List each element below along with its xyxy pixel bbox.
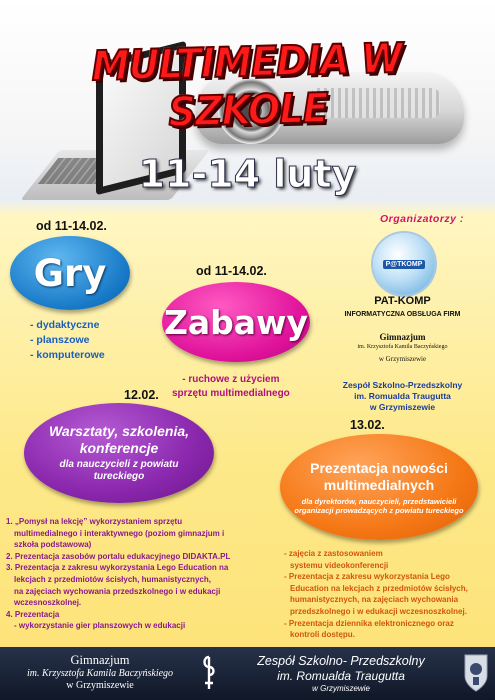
school1-line1: Gimnazjum xyxy=(379,332,426,342)
organizers-heading: Organizatorzy : xyxy=(380,213,464,225)
list-item: - ruchowe z użyciem xyxy=(182,374,280,385)
zabawy-date: od 11-14.02. xyxy=(196,264,267,278)
footer-school1 xyxy=(6,653,194,692)
event-dates: 11-14 luty xyxy=(138,152,357,196)
warsztaty-title: Warsztaty, szkolenia, konferencje xyxy=(48,423,190,456)
school2-line2: im. Romualda Traugutta xyxy=(354,391,451,401)
warsztaty-date: 12.02. xyxy=(124,388,159,402)
zabawy-badge xyxy=(162,282,310,362)
prezentacja-program-list xyxy=(284,548,488,641)
list-item: - wykorzystanie gier planszowych w edukacji xyxy=(14,621,186,631)
warsztaty-subtitle: dla nauczycieli z powiatu tureckiego xyxy=(59,459,179,482)
list-item: - dydaktyczne xyxy=(30,319,100,331)
list-item: multimedialnego i interaktywnego (poziom gimnazjum i xyxy=(14,528,225,538)
company-subtitle: INFORMATYCZNA OBSŁUGA FIRM xyxy=(344,311,461,318)
footer-school1-line3: w Grzymiszewie xyxy=(66,680,134,691)
list-item: - Prezentacja dziennika elektronicznego oraz xyxy=(284,618,454,628)
gry-badge xyxy=(10,236,130,310)
list-item: 3. Prezentacja z zakresu wykorzystania Lego Education na xyxy=(6,563,229,573)
patkomp-logo-text: P@TKOMP xyxy=(383,260,426,269)
school1-line3: w Grzymiszewie xyxy=(378,355,427,363)
list-item: przedszkolnego i w edukacji wczesnoszkolnej. xyxy=(290,606,467,616)
list-item: humanistycznych, na zajęciach wychowania xyxy=(290,595,459,605)
company-name: PAT-KOMP xyxy=(374,295,431,307)
footer-school2-line2: im. Romualda Traugutta xyxy=(277,669,405,683)
zabawy-label: Zabawy xyxy=(163,302,309,342)
zabawy-list xyxy=(172,373,290,401)
patkomp-logo-icon xyxy=(373,233,435,295)
list-item: sprzętu multimedialnego xyxy=(172,388,290,399)
footer-school1-line1: Gimnazjum xyxy=(70,653,130,667)
school1-line2: im. Krzysztofa Kamila Baczyńskiego xyxy=(357,344,448,350)
prezentacja-title: Prezentacja nowości multimedialnych xyxy=(310,459,448,493)
warsztaty-badge xyxy=(24,403,214,503)
list-item: wczesnoszkolnej. xyxy=(14,598,82,608)
list-item: systemu videokonferencji xyxy=(290,560,389,570)
list-item: kontroli dostępu. xyxy=(290,630,355,640)
list-item: szkoła podstawowa) xyxy=(14,540,92,550)
poster-title: MULTIMEDIA W SZKOLE xyxy=(90,33,403,137)
gry-list xyxy=(30,318,105,363)
gry-label: Gry xyxy=(33,251,107,295)
footer-school2-line3: w Grzymiszewie xyxy=(312,684,370,693)
school-crest-icon xyxy=(462,652,490,694)
school2-line3: w Grzymiszewie xyxy=(369,402,436,412)
list-item: - zajęcia z zastosowaniem xyxy=(284,549,383,558)
warsztaty-program-list xyxy=(6,516,268,632)
list-item: - planszowe xyxy=(30,334,90,346)
footer-school2 xyxy=(222,654,460,694)
prezentacja-badge xyxy=(280,434,478,540)
list-item: Education na lekcjach z przedmiotów ścisłych, xyxy=(290,583,468,593)
list-item: 2. Prezentacja zasobów portalu edukacyjnego DIDAKTA.PL xyxy=(6,551,231,561)
gry-date: od 11-14.02. xyxy=(36,219,107,233)
footer-school2-line1: Zespół Szkolno- Przedszkolny xyxy=(257,654,425,668)
prezentacja-date: 13.02. xyxy=(350,418,385,432)
list-item: 1. „Pomysł na lekcję” wykorzystaniem sprzętu xyxy=(6,517,183,526)
list-item: na zajęciach wychowania przedszkolnego i w edukacji xyxy=(14,586,221,596)
list-item: 4. Prezentacja xyxy=(6,609,60,619)
school-emblem-icon xyxy=(199,653,219,693)
list-item: - komputerowe xyxy=(30,349,105,361)
list-item: - Prezentacja z zakresu wykorzystania Lego xyxy=(284,572,450,582)
school2-line1: Zespół Szkolno-Przedszkolny xyxy=(342,380,463,390)
footer-banner xyxy=(0,647,495,700)
footer-school1-line2: im. Krzysztofa Kamila Baczyńskiego xyxy=(26,668,174,679)
prezentacja-subtitle: dla dyrektorów, nauczycieli, przedstawicieli organizacji prowadzących z powiatu tureckiego xyxy=(294,496,464,515)
list-item: lekcjach z przedmiotów ścisłych, humanistycznych, xyxy=(14,574,211,584)
